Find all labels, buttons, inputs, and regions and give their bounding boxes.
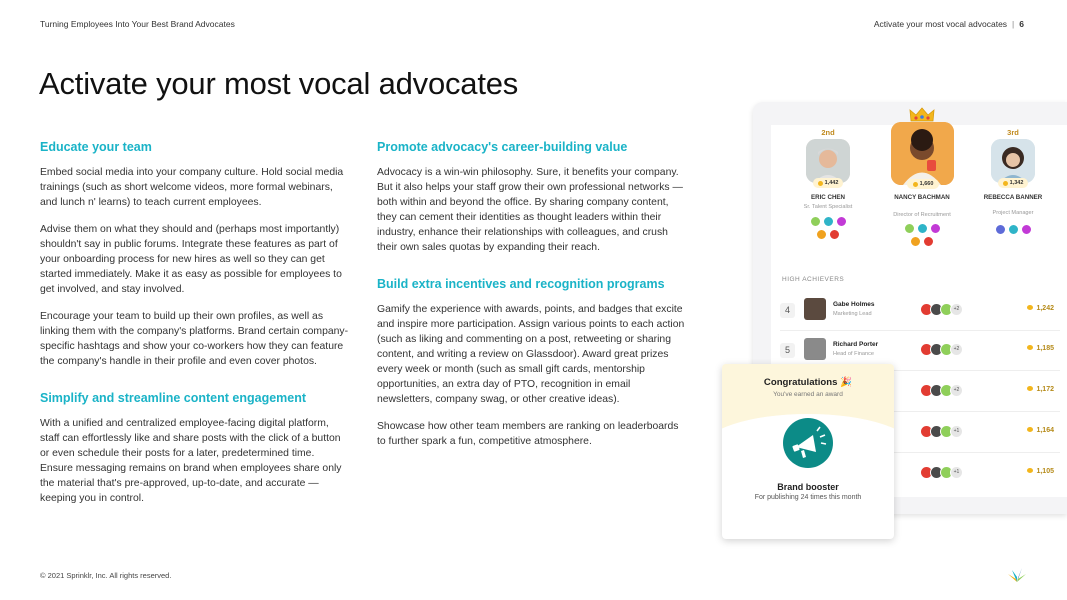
paragraph: Showcase how other team members are ranking on leaderboards to further spark a fun, competitive atmosphere. <box>377 421 679 447</box>
section-heading-educate: Educate your team <box>40 140 152 154</box>
badge-group <box>920 466 963 479</box>
row-points: 1,185 <box>1027 345 1054 352</box>
row-points: 1,242 <box>1027 305 1054 312</box>
badge-name: Brand booster <box>777 482 839 492</box>
header-section-title: Activate your most vocal advocates <box>873 19 1008 29</box>
podium-role: Director of Recruitment <box>893 212 951 218</box>
paragraph: Gamify the experience with awards, points, and badges that excite and inspire more participation. Assign various points to each action (such as liking and commenting on a post, retweeting or sharing content, and writing a review on Glassdoor). Award great prizes every week or month (such as small gift cards, mentorship opportunities, an extra day of PTO, recognition in email newsletters, company swag, or other creative ideas). <box>377 304 685 405</box>
podium-role: Sr. Talent Specialist <box>803 204 853 210</box>
left-column <box>40 140 350 518</box>
person-photo-icon <box>991 139 1035 183</box>
badge-icon <box>923 236 934 247</box>
leaderboard-row[interactable] <box>780 293 1060 331</box>
podium-role: Project Manager <box>992 210 1034 216</box>
paragraph: Advocacy is a win-win philosophy. Sure, it benefits your company. But it also helps your staff grow their own professional networks — both within and beyond the office. By sharing company content, they can cement their identities as thought leaders within their industry, enhance their relationships with colleagues, and crush their own sales quotas by expanding their reach. <box>377 167 683 253</box>
avatar[interactable] <box>806 139 850 183</box>
row-name: Gabe Holmes <box>833 301 875 308</box>
badge-icon <box>1021 224 1032 235</box>
row-points: 1,105 <box>1027 468 1054 475</box>
paragraph: Advise them on what they should and (perhaps most importantly) shouldn't say in public forums. Integrate these features as part of your onboarding process for new hires as well so they can get started immediately. Make it as easy as possible for employees to get involved, and stay involved. <box>40 224 342 295</box>
paragraph: Embed social media into your company culture. Hold social media trainings (such as short welcome videos, more formal webinars, and lunch n' learns) to teach current employees. <box>40 167 344 208</box>
badge-group <box>920 384 963 397</box>
header-document-title: Turning Employees Into Your Best Brand Advocates <box>40 19 235 29</box>
more-badges: +2 <box>950 343 963 356</box>
more-badges: +2 <box>950 384 963 397</box>
badge-icon <box>1008 224 1019 235</box>
person-photo-icon <box>891 122 954 185</box>
section-heading-promote: Promote advocacy's career-building value <box>377 140 628 154</box>
megaphone-icon <box>783 418 833 468</box>
paragraph: With a unified and centralized employee-facing digital platform, staff can effortlessly like and share posts with the click of a button or even schedule their posts for a later, predetermined time. Ensure messaging remains on brand when employees share only the material that's pre-approved, up-to-date, and accurate — keeping you in control. <box>40 418 342 504</box>
row-name: Richard Porter <box>833 341 879 348</box>
middle-column <box>377 140 687 461</box>
copyright: © 2021 Sprinklr, Inc. All rights reserved. <box>40 571 172 580</box>
high-achievers-label: HIGH ACHIEVERS <box>782 276 845 283</box>
avatar <box>804 298 826 320</box>
badge-group <box>993 224 1033 235</box>
row-role: Head of Finance <box>833 351 875 357</box>
section-heading-incentives: Build extra incentives and recognition programs <box>377 277 665 291</box>
rank-number: 4 <box>780 303 795 318</box>
crown-icon <box>909 107 935 123</box>
badge-icon <box>810 216 821 227</box>
header-section <box>874 19 1024 29</box>
row-points: 1,172 <box>1027 386 1054 393</box>
rank-number: 5 <box>780 343 795 358</box>
badge-description: For publishing 24 times this month <box>754 494 862 501</box>
paragraph: Encourage your team to build up their own profiles, as well as linking them with the company's platforms. Brand certain company-specific hashtags and show your co-workers how they can feature the company's handle in their profile and even cover photos. <box>40 311 349 367</box>
person-photo-icon <box>806 139 850 183</box>
more-badges: +1 <box>950 425 963 438</box>
podium-name: NANCY BACHMAN <box>894 194 950 201</box>
megaphone-badge <box>783 418 833 468</box>
page-title: Activate your most vocal advocates <box>39 66 519 101</box>
avatar <box>804 338 826 360</box>
more-badges: +2 <box>950 303 963 316</box>
award-popup <box>722 364 894 539</box>
more-badges: +1 <box>950 466 963 479</box>
row-role: Marketing Lead <box>833 311 872 317</box>
badge-icon <box>910 236 921 247</box>
podium-name: REBECCA BANNER <box>983 194 1043 201</box>
badge-icon <box>836 216 847 227</box>
points-pill: 1,442 <box>813 178 843 188</box>
points-pill: 1,660 <box>907 179 939 189</box>
row-points: 1,164 <box>1027 427 1054 434</box>
avatar[interactable] <box>891 122 954 185</box>
podium-rank-3: 3rd <box>1007 128 1019 137</box>
podium-name: ERIC CHEN <box>810 194 846 201</box>
badge-group <box>920 303 963 316</box>
badge-icon <box>829 229 840 240</box>
badge-icon <box>917 223 928 234</box>
award-subtitle: You've earned an award <box>773 391 843 398</box>
badge-icon <box>995 224 1006 235</box>
badge-group <box>920 425 963 438</box>
badge-group <box>920 343 963 356</box>
points-pill: 1,342 <box>998 178 1028 188</box>
podium-rank-2: 2nd <box>821 128 835 137</box>
page-number: 6 <box>1019 19 1024 29</box>
badge-icon <box>816 229 827 240</box>
avatar[interactable] <box>991 139 1035 183</box>
badge-group <box>900 223 944 247</box>
badge-icon <box>904 223 915 234</box>
badge-icon <box>930 223 941 234</box>
header-separator: | <box>1012 19 1015 29</box>
section-heading-simplify: Simplify and streamline content engagement <box>40 391 307 405</box>
badge-group <box>806 216 850 240</box>
badge-icon <box>823 216 834 227</box>
sprinklr-logo-icon <box>1006 565 1028 583</box>
award-title: Congratulations 🎉 <box>763 377 853 388</box>
